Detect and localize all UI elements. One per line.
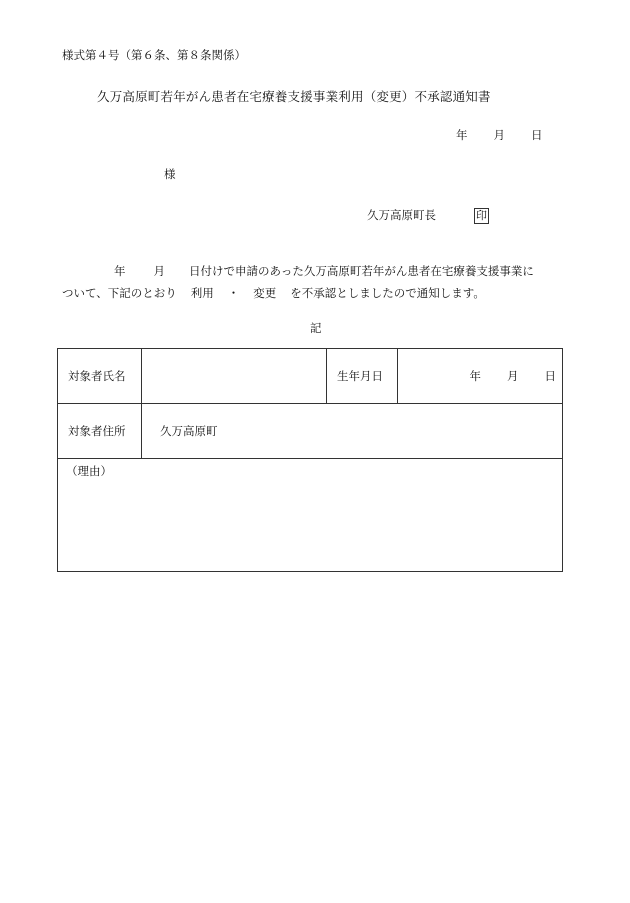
- birthdate-value[interactable]: [398, 349, 563, 404]
- seal-mark: 印: [474, 208, 489, 224]
- sender-title: 久万高原町長: [367, 208, 436, 222]
- birthdate-day: 日: [544, 369, 556, 383]
- issue-date-day: 日: [531, 128, 543, 142]
- address-label: 対象者住所: [58, 404, 142, 459]
- sender-block: [367, 208, 489, 224]
- reason-field[interactable]: [58, 459, 563, 572]
- detail-table: [57, 348, 563, 572]
- form-number: 様式第４号（第６条、第８条関係）: [62, 48, 246, 62]
- body-line2-start: ついて、下記のとおり: [62, 286, 177, 300]
- option-separator: ・: [227, 286, 240, 300]
- body-line2-end: を不承認としましたので通知します。: [290, 286, 485, 300]
- birthdate-year: 年: [469, 369, 481, 383]
- reason-label: （理由）: [66, 464, 112, 478]
- table-row-reason: [58, 459, 563, 572]
- document-title: 久万高原町若年がん患者在宅療養支援事業利用（変更）不承認通知書: [97, 89, 491, 104]
- option-use: 利用: [190, 286, 214, 300]
- name-label: 対象者氏名: [58, 349, 142, 404]
- issue-date-month: 月: [493, 128, 505, 142]
- table-row-name: [58, 349, 563, 404]
- body-line1-text: 日付けで申請のあった久万高原町若年がん患者在宅療養支援事業に: [189, 264, 534, 278]
- table-row-address: [58, 404, 563, 459]
- body-line-1: [114, 266, 534, 278]
- name-value[interactable]: [142, 349, 327, 404]
- issue-date: [456, 130, 543, 142]
- body-year: 年: [114, 264, 126, 278]
- body-month: 月: [153, 264, 165, 278]
- body-line-2: [62, 288, 485, 300]
- birthdate-month: 月: [507, 369, 519, 383]
- ki-heading: 記: [310, 321, 322, 335]
- address-value[interactable]: 久万高原町: [142, 404, 563, 459]
- birthdate-label: 生年月日: [327, 349, 398, 404]
- option-change: 変更: [253, 286, 277, 300]
- recipient-suffix: 様: [164, 167, 176, 181]
- issue-date-year: 年: [456, 128, 468, 142]
